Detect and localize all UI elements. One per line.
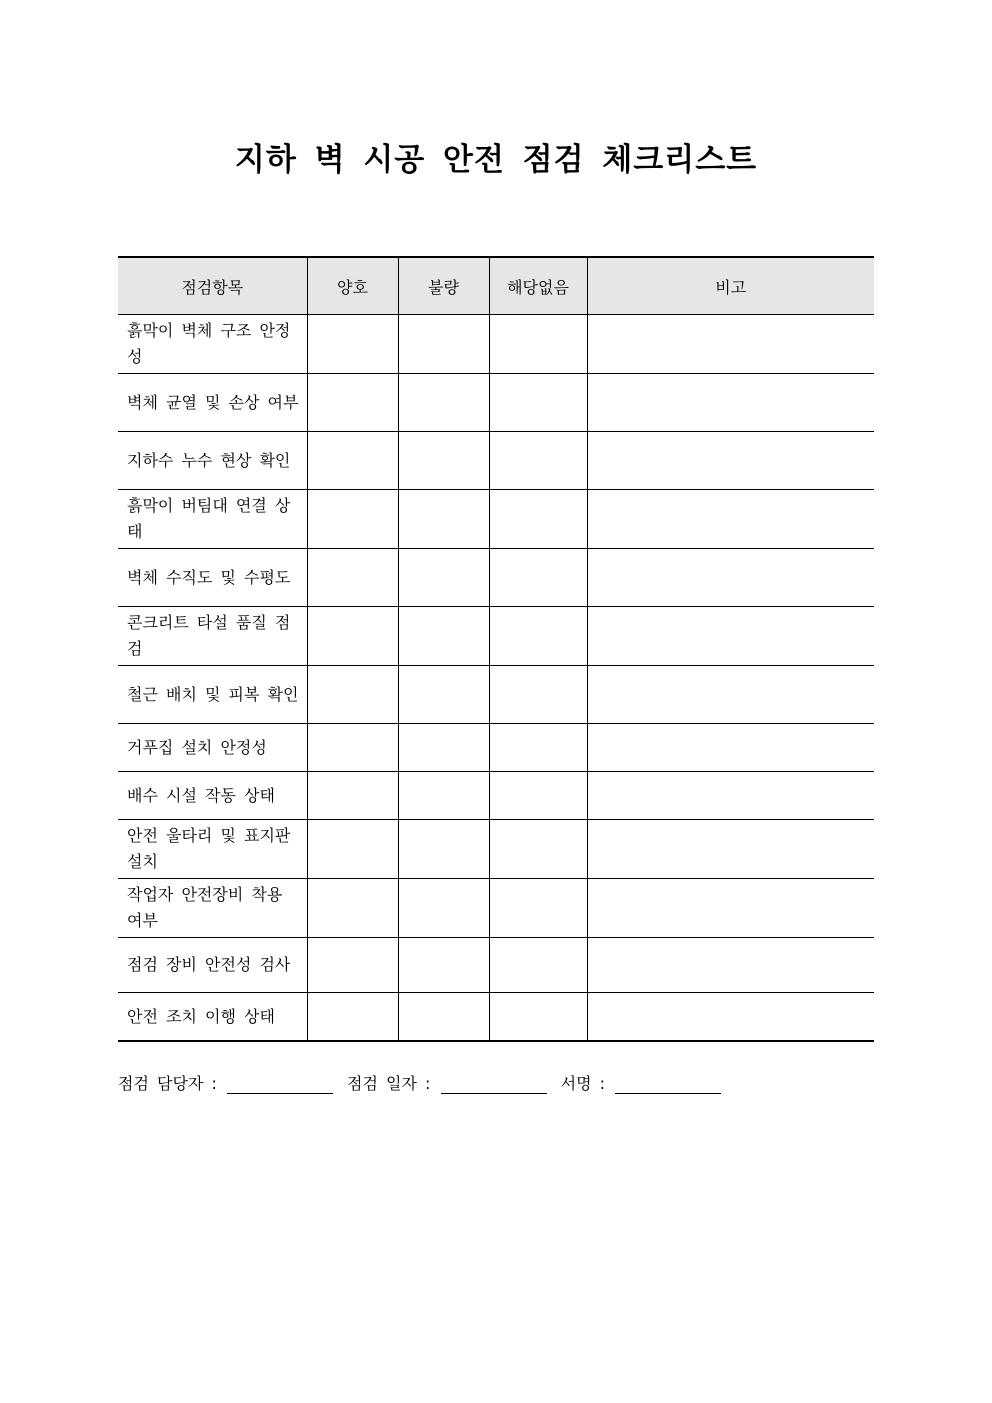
remarks-cell[interactable] bbox=[587, 772, 874, 820]
good-cell[interactable] bbox=[307, 993, 398, 1042]
good-cell[interactable] bbox=[307, 607, 398, 666]
inspection-date-blank-line[interactable] bbox=[441, 1075, 547, 1094]
table-header-row bbox=[118, 257, 874, 315]
table-row bbox=[118, 879, 874, 938]
not-applicable-cell[interactable] bbox=[489, 938, 587, 993]
not-applicable-cell[interactable] bbox=[489, 490, 587, 549]
not-applicable-cell[interactable] bbox=[489, 724, 587, 772]
bad-cell[interactable] bbox=[398, 315, 489, 374]
not-applicable-cell[interactable] bbox=[489, 879, 587, 938]
not-applicable-cell[interactable] bbox=[489, 432, 587, 490]
table-row bbox=[118, 938, 874, 993]
bad-cell[interactable] bbox=[398, 549, 489, 607]
remarks-cell[interactable] bbox=[587, 315, 874, 374]
remarks-cell[interactable] bbox=[587, 549, 874, 607]
good-cell[interactable] bbox=[307, 315, 398, 374]
good-cell[interactable] bbox=[307, 666, 398, 724]
good-cell[interactable] bbox=[307, 432, 398, 490]
check-item-label: 작업자 안전장비 착용 여부 bbox=[118, 879, 307, 938]
bad-cell[interactable] bbox=[398, 724, 489, 772]
remarks-cell[interactable] bbox=[587, 607, 874, 666]
table-row bbox=[118, 490, 874, 549]
bad-cell[interactable] bbox=[398, 607, 489, 666]
check-item-label: 지하수 누수 현상 확인 bbox=[118, 432, 307, 490]
check-item-label: 배수 시설 작동 상태 bbox=[118, 772, 307, 820]
bad-cell[interactable] bbox=[398, 938, 489, 993]
bad-cell[interactable] bbox=[398, 666, 489, 724]
bad-cell[interactable] bbox=[398, 879, 489, 938]
table-row bbox=[118, 993, 874, 1042]
checklist-table bbox=[118, 256, 874, 1042]
not-applicable-cell[interactable] bbox=[489, 315, 587, 374]
good-cell[interactable] bbox=[307, 549, 398, 607]
not-applicable-cell[interactable] bbox=[489, 820, 587, 879]
table-row bbox=[118, 666, 874, 724]
header-good: 양호 bbox=[307, 257, 398, 315]
remarks-cell[interactable] bbox=[587, 938, 874, 993]
bad-cell[interactable] bbox=[398, 772, 489, 820]
table-row bbox=[118, 549, 874, 607]
inspector-blank-line[interactable] bbox=[227, 1075, 333, 1094]
check-item-label: 안전 울타리 및 표지판 설치 bbox=[118, 820, 307, 879]
not-applicable-cell[interactable] bbox=[489, 666, 587, 724]
table-row bbox=[118, 772, 874, 820]
remarks-cell[interactable] bbox=[587, 820, 874, 879]
bad-cell[interactable] bbox=[398, 490, 489, 549]
signature-label: 서명 : bbox=[560, 1074, 605, 1093]
check-item-label: 안전 조치 이행 상태 bbox=[118, 993, 307, 1042]
inspector-label: 점검 담당자 : bbox=[118, 1074, 217, 1093]
check-item-label: 벽체 균열 및 손상 여부 bbox=[118, 374, 307, 432]
remarks-cell[interactable] bbox=[587, 432, 874, 490]
check-item-label: 벽체 수직도 및 수평도 bbox=[118, 549, 307, 607]
check-item-label: 거푸집 설치 안정성 bbox=[118, 724, 307, 772]
header-not-applicable: 해당없음 bbox=[489, 257, 587, 315]
remarks-cell[interactable] bbox=[587, 490, 874, 549]
table-row bbox=[118, 724, 874, 772]
table-row bbox=[118, 374, 874, 432]
signature-blank-line[interactable] bbox=[615, 1075, 721, 1094]
check-item-label: 흙막이 벽체 구조 안정성 bbox=[118, 315, 307, 374]
good-cell[interactable] bbox=[307, 374, 398, 432]
bad-cell[interactable] bbox=[398, 993, 489, 1042]
good-cell[interactable] bbox=[307, 490, 398, 549]
check-item-label: 점검 장비 안전성 검사 bbox=[118, 938, 307, 993]
table-row bbox=[118, 315, 874, 374]
inspection-date-label: 점검 일자 : bbox=[347, 1074, 431, 1093]
not-applicable-cell[interactable] bbox=[489, 374, 587, 432]
signature-footer bbox=[118, 1071, 727, 1094]
not-applicable-cell[interactable] bbox=[489, 549, 587, 607]
not-applicable-cell[interactable] bbox=[489, 993, 587, 1042]
remarks-cell[interactable] bbox=[587, 993, 874, 1042]
not-applicable-cell[interactable] bbox=[489, 772, 587, 820]
check-item-label: 철근 배치 및 피복 확인 bbox=[118, 666, 307, 724]
good-cell[interactable] bbox=[307, 820, 398, 879]
remarks-cell[interactable] bbox=[587, 879, 874, 938]
good-cell[interactable] bbox=[307, 879, 398, 938]
good-cell[interactable] bbox=[307, 772, 398, 820]
remarks-cell[interactable] bbox=[587, 666, 874, 724]
table-row bbox=[118, 607, 874, 666]
header-remarks: 비고 bbox=[587, 257, 874, 315]
page-title: 지하 벽 시공 안전 점검 체크리스트 bbox=[234, 142, 758, 178]
table-row bbox=[118, 432, 874, 490]
remarks-cell[interactable] bbox=[587, 724, 874, 772]
good-cell[interactable] bbox=[307, 938, 398, 993]
good-cell[interactable] bbox=[307, 724, 398, 772]
header-bad: 불량 bbox=[398, 257, 489, 315]
header-check-item: 점검항목 bbox=[118, 257, 307, 315]
bad-cell[interactable] bbox=[398, 374, 489, 432]
check-item-label: 콘크리트 타설 품질 점검 bbox=[118, 607, 307, 666]
check-item-label: 흙막이 버팀대 연결 상태 bbox=[118, 490, 307, 549]
table-row bbox=[118, 820, 874, 879]
bad-cell[interactable] bbox=[398, 432, 489, 490]
not-applicable-cell[interactable] bbox=[489, 607, 587, 666]
bad-cell[interactable] bbox=[398, 820, 489, 879]
remarks-cell[interactable] bbox=[587, 374, 874, 432]
